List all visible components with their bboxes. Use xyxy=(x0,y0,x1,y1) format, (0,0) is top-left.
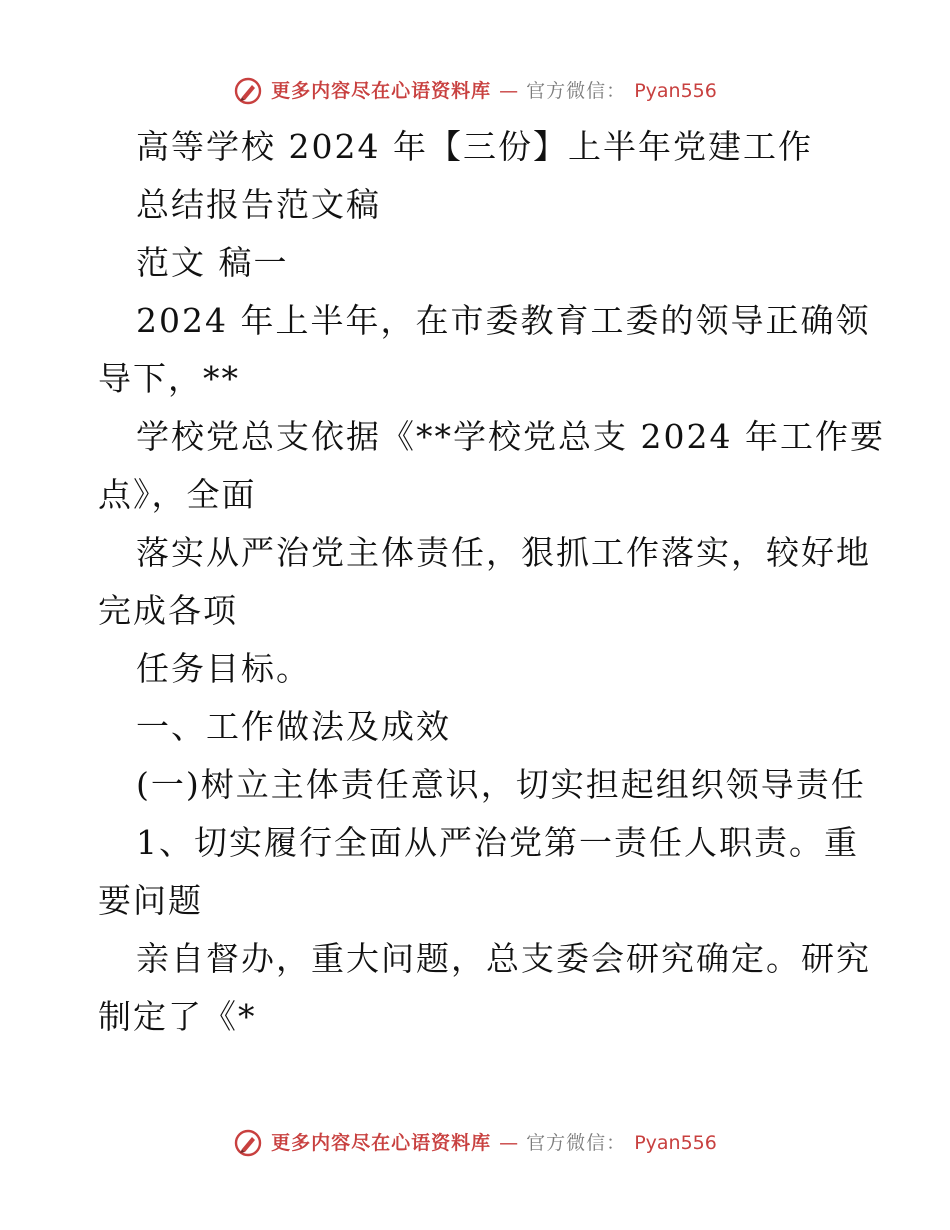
paragraph-line: 点》，全面 xyxy=(98,475,257,514)
watermark-id: Pyan556 xyxy=(634,1132,717,1154)
watermark-dash: — xyxy=(499,1132,519,1154)
watermark-id: Pyan556 xyxy=(634,80,717,102)
pen-logo-icon xyxy=(233,1128,263,1158)
paragraph-line: 要问题 xyxy=(98,881,203,920)
section-heading: 一、工作做法及成效 xyxy=(136,707,451,746)
paragraph-line: 完成各项 xyxy=(98,591,238,630)
paragraph-line: 1、切实履行全面从严治党第一责任人职责。重 xyxy=(136,823,859,862)
watermark-footer xyxy=(0,1128,950,1158)
paragraph-line: 亲自督办，重大问题，总支委会研究确定。研究 xyxy=(136,939,871,978)
doc-title-line-2: 总结报告范文稿 xyxy=(136,185,381,224)
watermark-header xyxy=(0,76,950,106)
subsection-heading: (一)树立主体责任意识，切实担起组织领导责任 xyxy=(136,765,866,804)
document-body xyxy=(98,118,885,1046)
paragraph-line: 制定了《* xyxy=(98,997,257,1036)
paragraph-line: 任务目标。 xyxy=(136,649,311,688)
paragraph-line: 导下，** xyxy=(98,359,240,398)
paragraph-line: 2024 年上半年，在市委教育工委的领导正确领 xyxy=(136,301,871,340)
watermark-label: 官方微信： xyxy=(526,80,627,102)
paragraph-line: 落实从严治党主体责任，狠抓工作落实，较好地 xyxy=(136,533,871,572)
watermark-dash: — xyxy=(499,80,519,102)
doc-title-line-1: 高等学校 2024 年【三份】上半年党建工作 xyxy=(136,127,813,166)
doc-subtitle: 范文 稿一 xyxy=(136,243,289,282)
pen-logo-icon xyxy=(233,76,263,106)
watermark-brand: 更多内容尽在心语资料库 xyxy=(271,80,492,102)
watermark-brand: 更多内容尽在心语资料库 xyxy=(271,1132,492,1154)
paragraph-line: 学校党总支依据《**学校党总支 2024 年工作要 xyxy=(136,417,885,456)
watermark-label: 官方微信： xyxy=(526,1132,627,1154)
